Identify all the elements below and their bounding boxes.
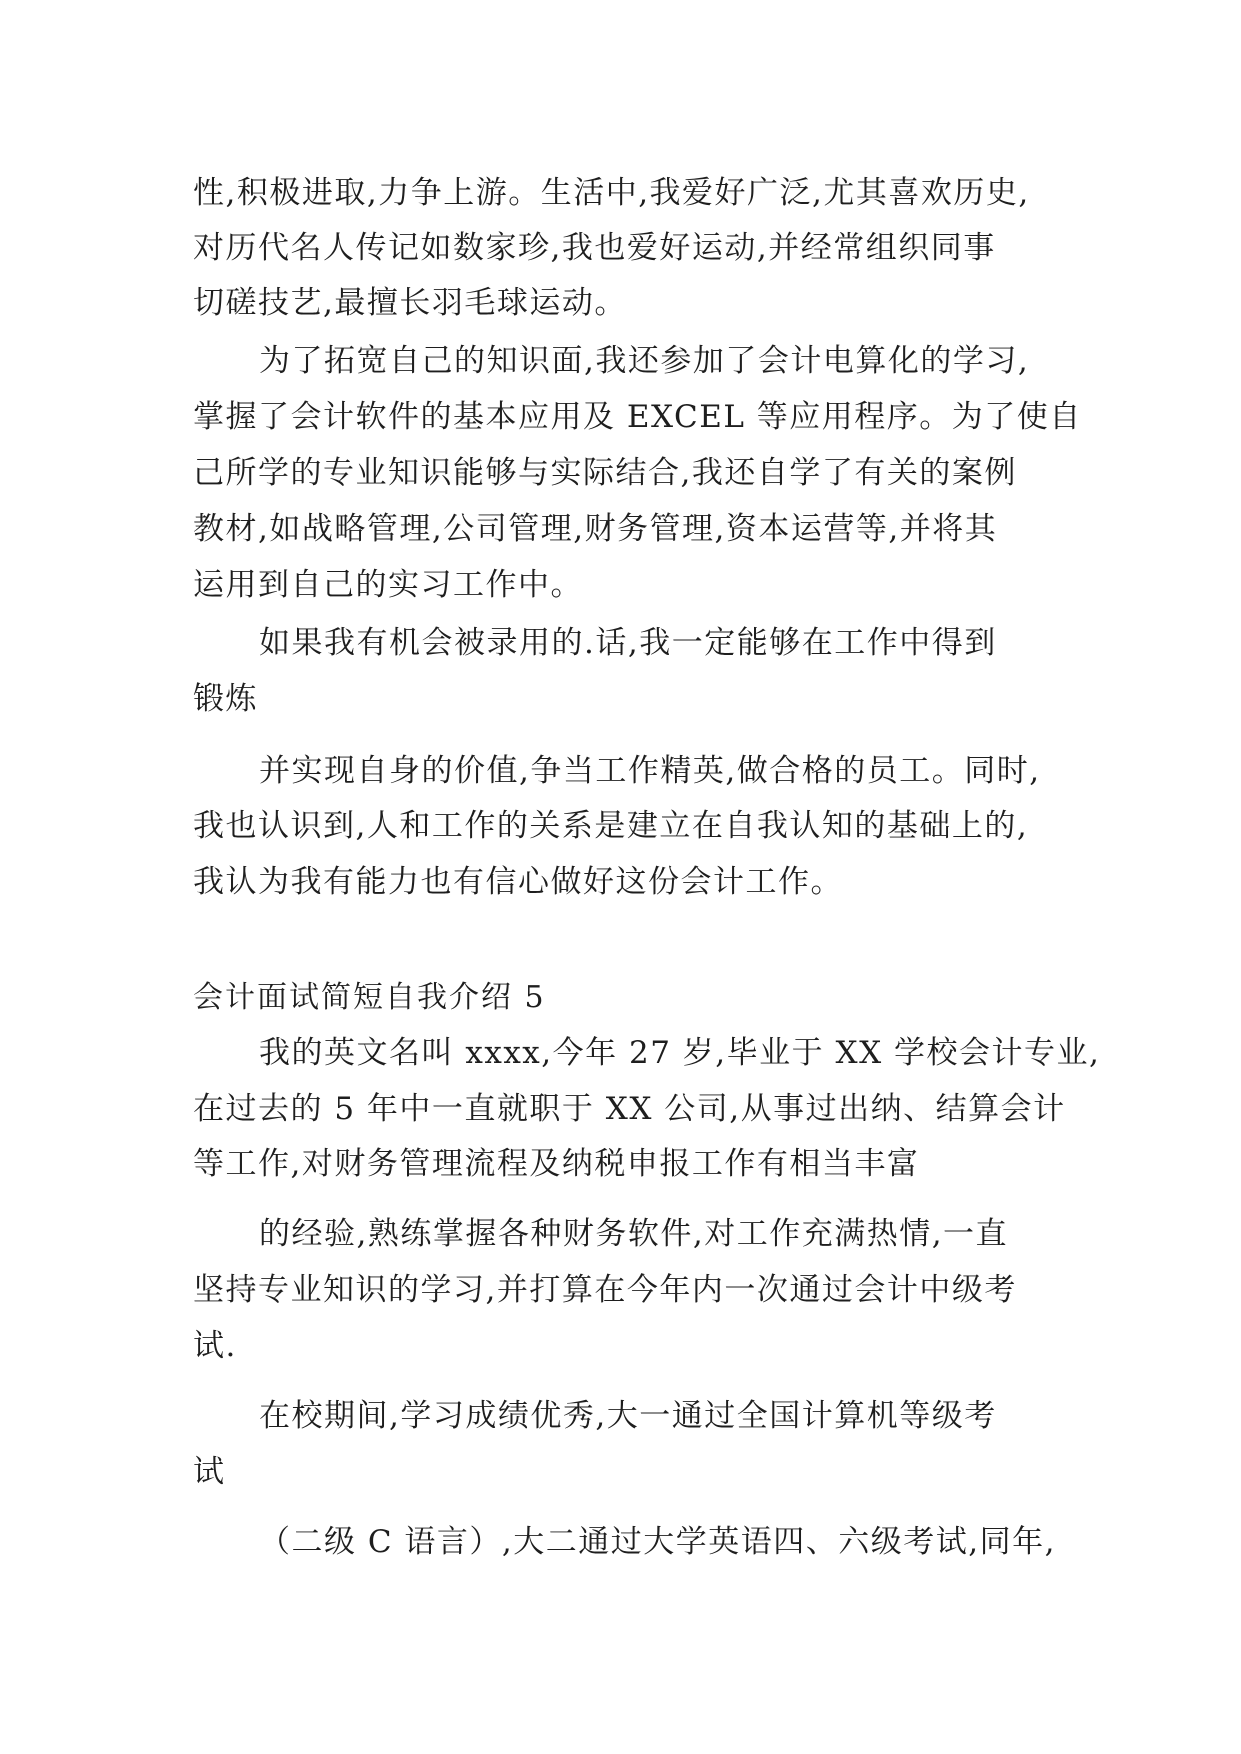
text-line: 己所学的专业知识能够与实际结合,我还自学了有关的案例 [193,455,1017,491]
text-line: 锻炼 [193,681,258,717]
text-line: 在过去的 5 年中一直就职于 XX 公司,从事过出纳、结算会计 [193,1091,1066,1127]
text-line: 运用到自己的实习工作中。 [193,567,583,603]
text-line: 的经验,熟练掌握各种财务软件,对工作充满热情,一直 [259,1216,1009,1252]
text-line: 坚持专业知识的学习,并打算在今年内一次通过会计中级考 [193,1272,1017,1308]
text-line: 切磋技艺,最擅长羽毛球运动。 [193,285,627,321]
text-line: 性,积极进取,力争上游。生活中,我爱好广泛,尤其喜欢历史, [193,175,1030,211]
text-line: 试. [193,1328,237,1364]
text-line: 我也认识到,人和工作的关系是建立在自我认知的基础上的, [193,808,1029,844]
section-heading: 会计面试简短自我介绍 5 [193,980,546,1015]
text-line: 掌握了会计软件的基本应用及 EXCEL 等应用程序。为了使自 [193,399,1082,435]
text-line: 试 [193,1454,226,1490]
text-line: 教材,如战略管理,公司管理,财务管理,资本运营等,并将其 [193,511,998,547]
text-line: 并实现自身的价值,争当工作精英,做合格的员工。同时, [259,753,1041,789]
text-line: 为了拓宽自己的知识面,我还参加了会计电算化的学习, [259,343,1030,379]
text-line: 我的英文名叫 xxxx,今年 27 岁,毕业于 XX 学校会计专业, [259,1035,1101,1071]
text-line: 对历代名人传记如数家珍,我也爱好运动,并经常组织同事 [193,230,996,266]
text-line: （二级 C 语言）,大二通过大学英语四、六级考试,同年, [259,1524,1056,1560]
text-line: 等工作,对财务管理流程及纳税申报工作有相当丰富 [193,1146,920,1182]
text-line: 在校期间,学习成绩优秀,大一通过全国计算机等级考 [259,1398,997,1434]
text-line: 如果我有机会被录用的.话,我一定能够在工作中得到 [259,625,997,661]
text-line: 我认为我有能力也有信心做好这份会计工作。 [193,864,843,900]
